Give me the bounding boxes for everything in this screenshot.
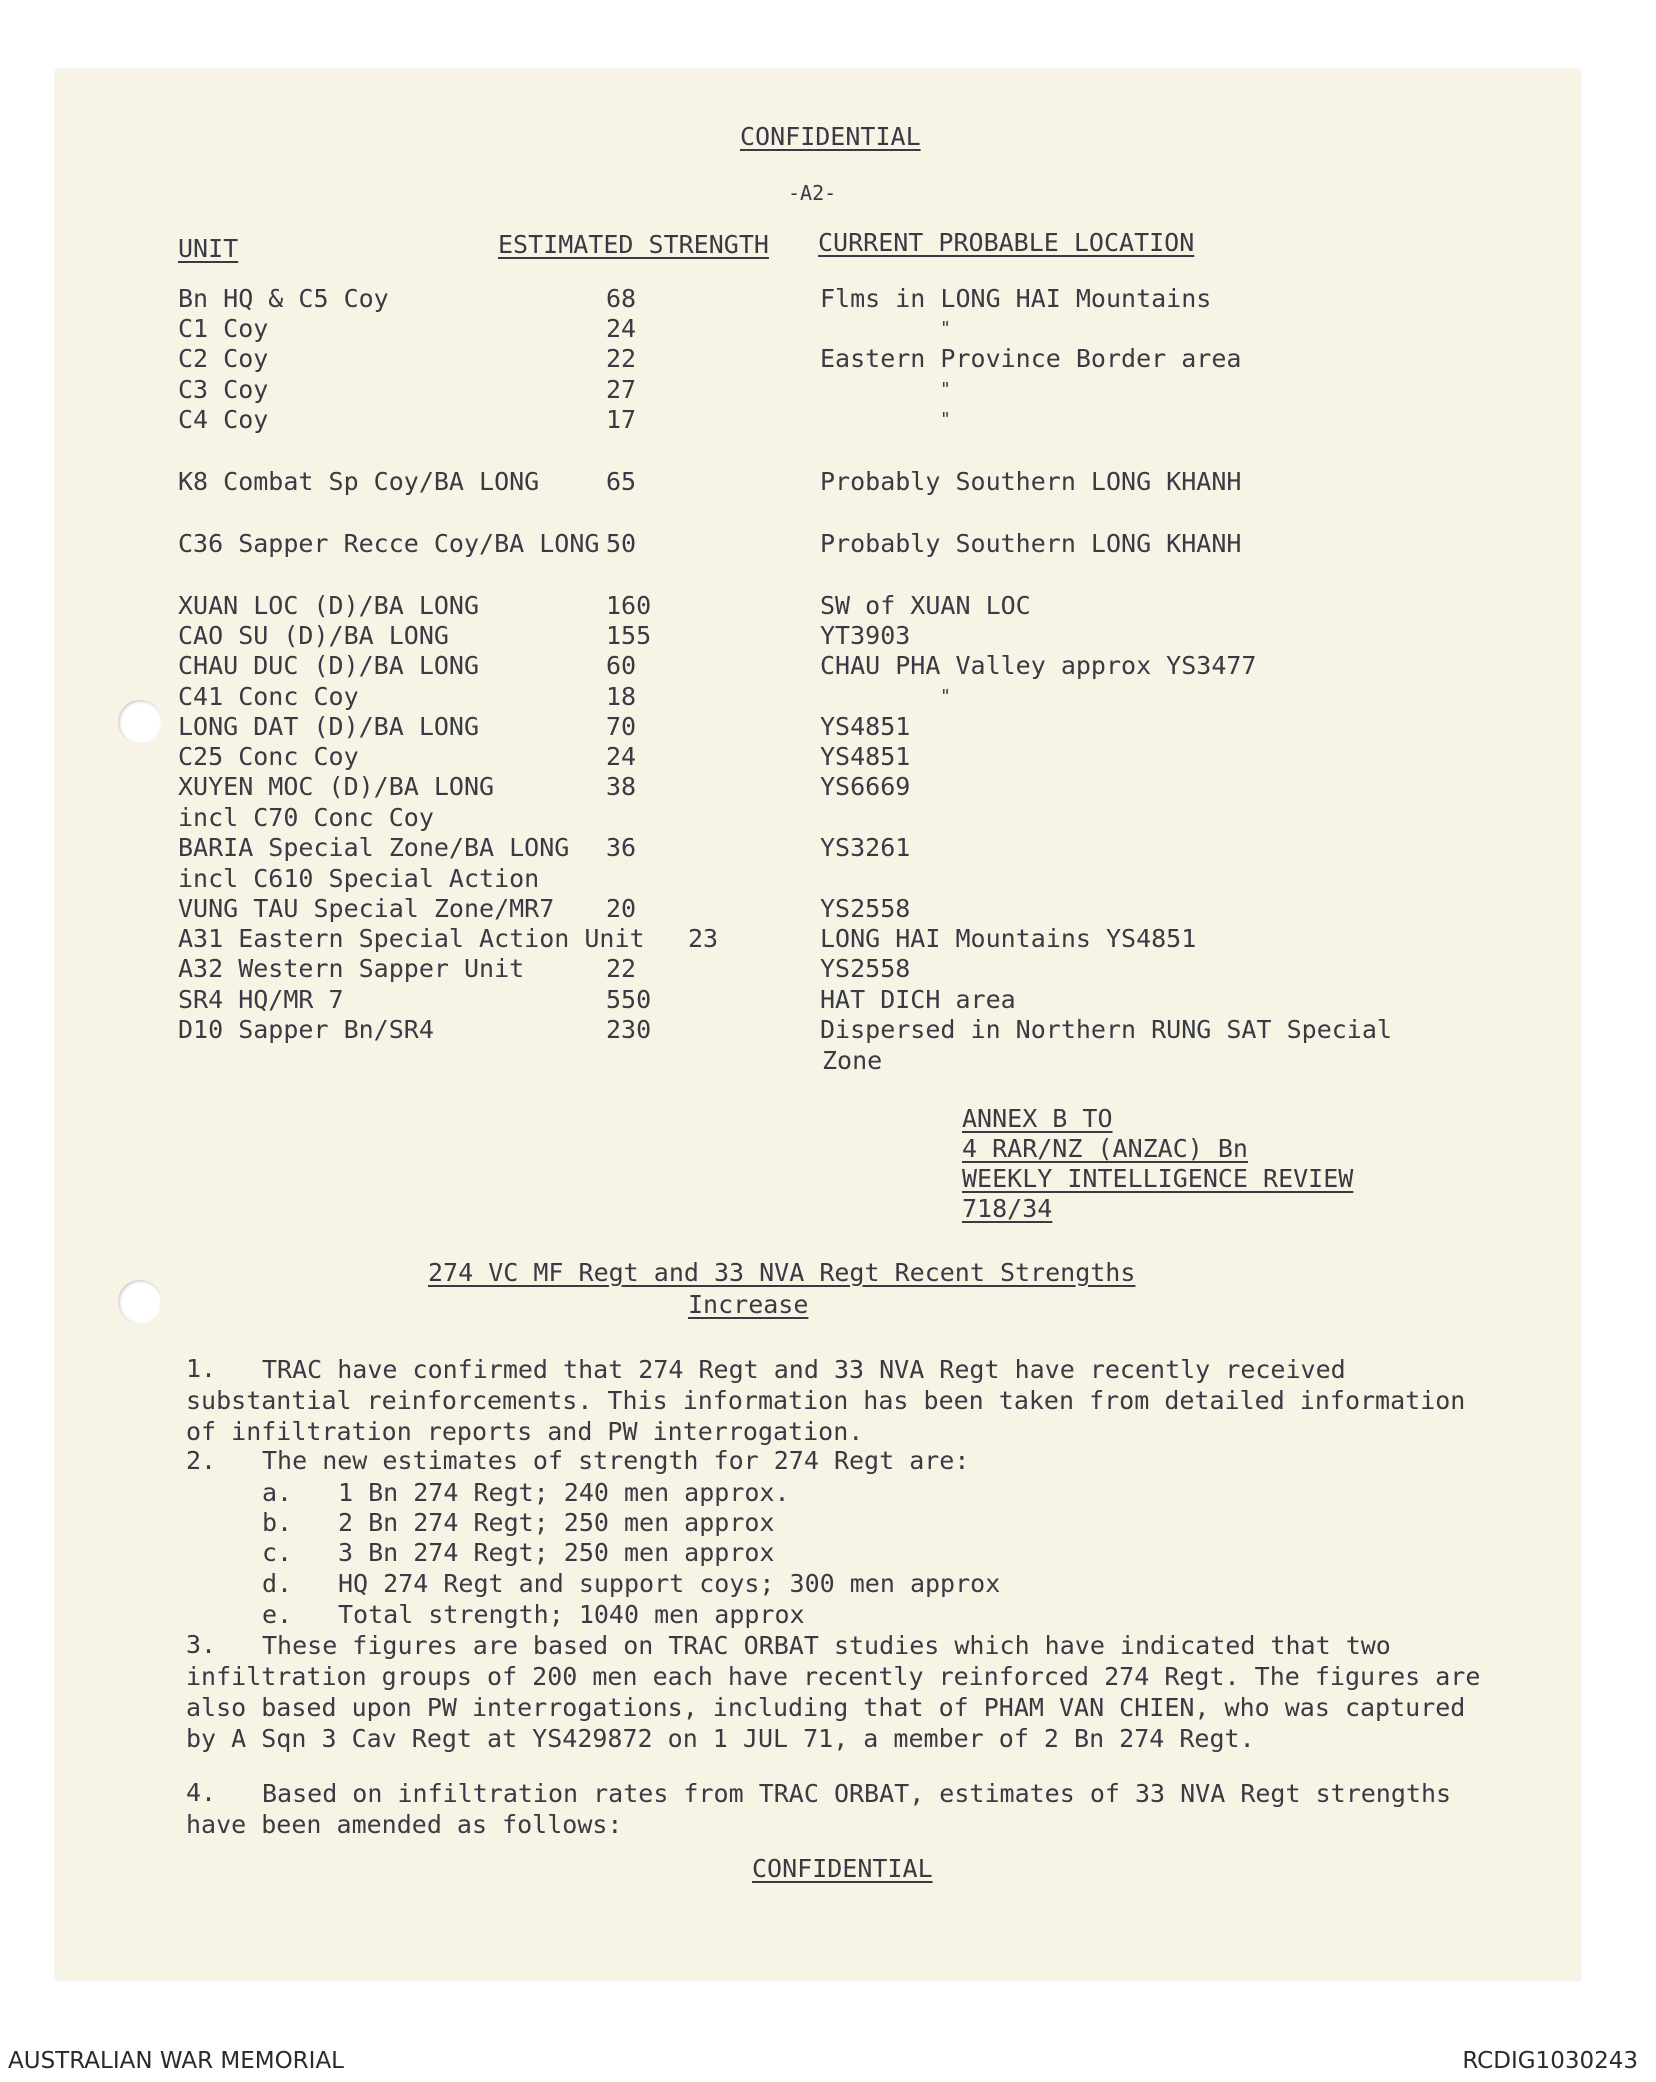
table-row — [0, 712, 1656, 742]
list-item: HQ 274 Regt and support coys; 300 men approx — [338, 1569, 1001, 1598]
list-item: 2 Bn 274 Regt; 250 men approx — [338, 1508, 775, 1537]
annex-line3: WEEKLY INTELLIGENCE REVIEW — [962, 1164, 1354, 1193]
location-continuation: Zone — [822, 1046, 883, 1075]
paragraph-4: Based on infiltration rates from TRAC ORBAT, estimates of 33 NVA Regt strengths have been amended as follows: — [186, 1779, 1452, 1839]
location-cell: SW of XUAN LOC — [820, 591, 1031, 620]
table-row — [0, 467, 1656, 497]
location-cell: " — [940, 318, 951, 339]
table-row — [0, 621, 1656, 651]
unit-cell: C1 Coy — [178, 314, 269, 343]
location-cell: Probably Southern LONG KHANH — [820, 467, 1242, 496]
paragraph-2: The new estimates of strength for 274 Regt are: — [262, 1446, 970, 1475]
annex-line4: 718/34 — [962, 1194, 1053, 1223]
table-row — [0, 772, 1656, 802]
section-title-line2: Increase — [688, 1290, 809, 1319]
strength-cell: 27 — [606, 375, 637, 404]
col-header-unit: UNIT — [178, 234, 239, 263]
unit-cell: SR4 HQ/MR 7 — [178, 985, 344, 1014]
unit-cell: C36 Sapper Recce Coy/BA LONG — [178, 529, 600, 558]
table-row — [0, 954, 1656, 984]
col-header-strength: ESTIMATED STRENGTH — [498, 230, 769, 259]
list-item: 3 Bn 274 Regt; 250 men approx — [338, 1538, 775, 1567]
page-number: -A2- — [788, 181, 837, 205]
table-row — [0, 591, 1656, 621]
unit-cell: Bn HQ & C5 Coy — [178, 284, 389, 313]
location-cell: " — [940, 686, 951, 707]
table-row — [0, 344, 1656, 374]
unit-cell: C3 Coy — [178, 375, 269, 404]
para-number: 4. — [186, 1778, 217, 1807]
location-cell: Flms in LONG HAI Mountains — [820, 284, 1212, 313]
archive-id: RCDIG1030243 — [1462, 2048, 1638, 2074]
location-cell: CHAU PHA Valley approx YS3477 — [820, 651, 1257, 680]
strength-cell: 17 — [606, 405, 637, 434]
location-cell: Eastern Province Border area — [820, 344, 1242, 373]
location-cell: HAT DICH area — [820, 985, 1016, 1014]
strength-cell: 24 — [606, 742, 637, 771]
strength-cell: 70 — [606, 712, 637, 741]
table-row — [0, 314, 1656, 344]
unit-cell: C25 Conc Coy — [178, 742, 359, 771]
table-row — [0, 742, 1656, 772]
unit-cell: XUAN LOC (D)/BA LONG — [178, 591, 480, 620]
table-row — [0, 803, 1656, 833]
location-cell: " — [940, 409, 951, 430]
section-title: 274 VC MF Regt and 33 NVA Regt Recent Strengths — [428, 1258, 1136, 1287]
location-cell: YS3261 — [820, 833, 911, 862]
para-number: 3. — [186, 1630, 217, 1659]
strength-cell: 155 — [606, 621, 652, 650]
list-item-label: b. — [262, 1508, 293, 1537]
strength-cell: 50 — [606, 529, 637, 558]
location-cell: YS2558 — [820, 894, 911, 923]
strength-cell: 550 — [606, 985, 652, 1014]
paragraph-3: These figures are based on TRAC ORBAT studies which have indicated that two infiltration groups of 200 men each have recently reinforced 274 Regt. The figures are also based upon PW interrogations, including that of PHAM VAN CHIEN, who was captured by A Sqn 3 Cav Regt at YS429872 on 1 JUL 71, a member of 2 Bn 274 Regt. — [186, 1631, 1481, 1753]
table-row — [0, 864, 1656, 894]
unit-cell: XUYEN MOC (D)/BA LONG — [178, 772, 495, 801]
unit-cell: VUNG TAU Special Zone/MR7 — [178, 894, 555, 923]
unit-cell: D10 Sapper Bn/SR4 — [178, 1015, 434, 1044]
table-row — [0, 894, 1656, 924]
annex-line2: 4 RAR/NZ (ANZAC) Bn — [962, 1134, 1248, 1163]
strength-cell: 24 — [606, 314, 637, 343]
location-cell: " — [940, 379, 951, 400]
strength-cell: 36 — [606, 833, 637, 862]
strength-cell: 23 — [688, 924, 719, 953]
archive-label: AUSTRALIAN WAR MEMORIAL — [8, 2048, 344, 2074]
unit-cell: CAO SU (D)/BA LONG — [178, 621, 449, 650]
location-cell: Probably Southern LONG KHANH — [820, 529, 1242, 558]
table-row — [0, 405, 1656, 435]
col-header-location: CURRENT PROBABLE LOCATION — [818, 228, 1195, 257]
unit-cell: C2 Coy — [178, 344, 269, 373]
unit-cell: incl C610 Special Action — [178, 864, 540, 893]
para-number: 1. — [186, 1354, 217, 1383]
strength-cell: 230 — [606, 1015, 652, 1044]
table-row — [0, 1015, 1656, 1045]
table-row — [0, 284, 1656, 314]
list-item-label: a. — [262, 1478, 293, 1507]
strength-cell: 22 — [606, 954, 637, 983]
unit-cell: LONG DAT (D)/BA LONG — [178, 712, 480, 741]
location-cell: YS4851 — [820, 712, 911, 741]
location-cell: YS4851 — [820, 742, 911, 771]
unit-cell: A32 Western Sapper Unit — [178, 954, 525, 983]
unit-cell: BARIA Special Zone/BA LONG — [178, 833, 570, 862]
punch-hole — [118, 1280, 162, 1324]
classification-header: CONFIDENTIAL — [740, 122, 921, 151]
list-item: Total strength; 1040 men approx — [338, 1600, 805, 1629]
location-cell: YT3903 — [820, 621, 911, 650]
table-row — [0, 651, 1656, 681]
location-cell: YS2558 — [820, 954, 911, 983]
table-row — [0, 529, 1656, 559]
unit-cell: A31 Eastern Special Action Unit — [178, 924, 645, 953]
location-cell: LONG HAI Mountains YS4851 — [820, 924, 1197, 953]
unit-cell: C41 Conc Coy — [178, 682, 359, 711]
list-item-label: e. — [262, 1600, 293, 1629]
table-row — [0, 833, 1656, 863]
unit-cell: C4 Coy — [178, 405, 269, 434]
strength-cell: 68 — [606, 284, 637, 313]
unit-cell: incl C70 Conc Coy — [178, 803, 434, 832]
strength-cell: 60 — [606, 651, 637, 680]
list-item: 1 Bn 274 Regt; 240 men approx. — [338, 1478, 790, 1507]
list-item-label: c. — [262, 1538, 293, 1567]
table-row — [0, 985, 1656, 1015]
strength-cell: 38 — [606, 772, 637, 801]
unit-cell: K8 Combat Sp Coy/BA LONG — [178, 467, 540, 496]
unit-cell: CHAU DUC (D)/BA LONG — [178, 651, 480, 680]
paragraph-1: TRAC have confirmed that 274 Regt and 33 NVA Regt have recently received substantial reinforcements. This information has been taken from detailed information of infiltration reports and PW interrogation. — [186, 1355, 1466, 1446]
location-cell: YS6669 — [820, 772, 911, 801]
annex-line1: ANNEX B TO — [962, 1104, 1113, 1133]
location-cell: Dispersed in Northern RUNG SAT Special — [820, 1015, 1392, 1044]
strength-cell: 18 — [606, 682, 637, 711]
classification-footer: CONFIDENTIAL — [752, 1854, 933, 1883]
list-item-label: d. — [262, 1569, 293, 1598]
strength-cell: 22 — [606, 344, 637, 373]
para-number: 2. — [186, 1446, 217, 1475]
table-row — [0, 924, 1656, 954]
table-row — [0, 682, 1656, 712]
strength-cell: 20 — [606, 894, 637, 923]
strength-cell: 160 — [606, 591, 652, 620]
table-row — [0, 375, 1656, 405]
strength-cell: 65 — [606, 467, 637, 496]
